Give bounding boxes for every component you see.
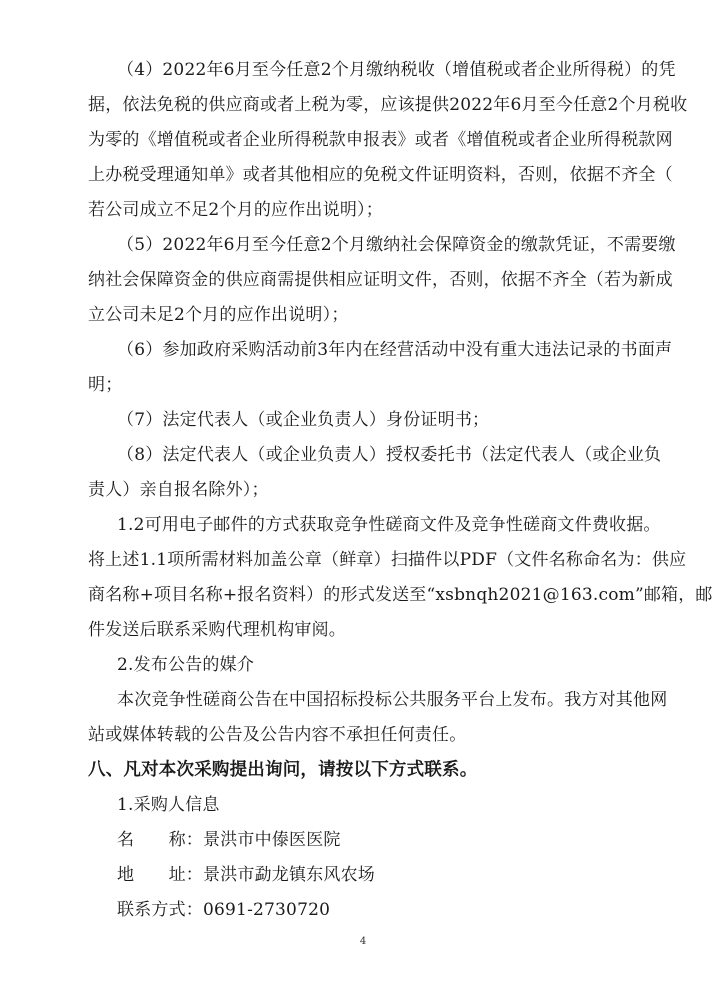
purchaser-address-label: 地 址：: [117, 865, 203, 885]
item12-line-4: 件发送后联系采购代理机构审阅。: [88, 620, 346, 640]
item4-line-3: 为零的《增值税或者企业所得税款申报表》或者《增值税或者企业所得税款网: [88, 130, 673, 150]
purchaser-name-label: 名 称：: [117, 830, 203, 850]
item5-line-2: 纳社会保障资金的供应商需提供相应证明文件，否则，依据不齐全（若为新成: [88, 270, 673, 290]
item4-line-2: 据，依法免税的供应商或者上税为零，应该提供2022年6月至今任意2个月税收: [88, 95, 688, 115]
item8-line-1: （8）法定代表人（或企业负责人）授权委托书（法定代表人（或企业负: [117, 445, 662, 465]
purchaser-address-value: 景洪市勐龙镇东风农场: [203, 865, 375, 885]
item4-line-5: 若公司成立不足2个月的应作出说明）；: [88, 200, 383, 220]
media-line-2: 站或媒体转载的公告及公告内容不承担任何责任。: [88, 725, 467, 745]
media-line-1: 本次竞争性磋商公告在中国招标投标公共服务平台上发布。我方对其他网: [117, 690, 668, 710]
item12-line-1: 1.2可用电子邮件的方式获取竞争性磋商文件及竞争性磋商文件费收据。: [117, 515, 661, 535]
item7-line-1: （7）法定代表人（或企业负责人）身份证明书；: [117, 410, 490, 430]
section8-heading: 八、凡对本次采购提出询问，请按以下方式联系。: [88, 760, 478, 780]
item12-line-2: 将上述1.1项所需材料加盖公章（鲜章）扫描件以PDF（文件名称命名为：供应: [88, 550, 687, 570]
item4-line-4: 上办税受理通知单》或者其他相应的免税文件证明资料，否则，依据不齐全（: [88, 165, 673, 185]
item5-line-3: 立公司未足2个月的应作出说明）；: [88, 305, 349, 325]
purchaser-contact-label: 联系方式：: [117, 900, 203, 920]
item5-line-1: （5）2022年6月至今任意2个月缴纳社会保障资金的缴款凭证，不需要缴: [117, 235, 676, 255]
media-title: 2.发布公告的媒介: [117, 655, 255, 675]
page-number: 4: [359, 936, 367, 947]
item6-line-1: （6）参加政府采购活动前3年内在经营活动中没有重大违法记录的书面声: [117, 340, 673, 360]
item4-line-1: （4）2022年6月至今任意2个月缴纳税收（增值税或者企业所得税）的凭: [117, 60, 676, 80]
item8-line-2: 责人）亲自报名除外）；: [88, 480, 269, 500]
purchaser-contact-value: 0691-2730720: [203, 900, 331, 920]
item6-line-2: 明；: [88, 375, 123, 395]
purchaser-name-value: 景洪市中傣医医院: [203, 830, 341, 850]
purchaser-title: 1.采购人信息: [117, 795, 220, 815]
item12-line-3: 商名称+项目名称+报名资料）的形式发送至“xsbnqh2021@163.com”邮箱，邮: [88, 585, 713, 605]
